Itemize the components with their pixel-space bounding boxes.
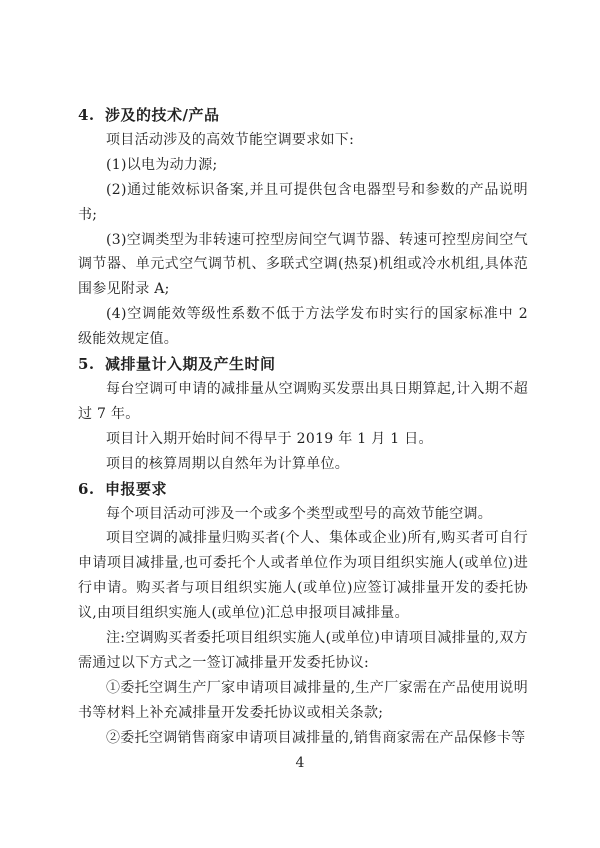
page-number: 4 xyxy=(295,755,305,771)
section-number: 6. xyxy=(78,479,95,498)
document-content xyxy=(78,103,528,751)
list-item-2: (2)通过能效标识备案,并且可提供包含电器型号和参数的产品说明书; xyxy=(78,181,528,223)
section-number: 4. xyxy=(78,106,95,124)
paragraph: 每台空调可申请的减排量从空调购买发票出具日期算起,计入期不超过 7 年。 xyxy=(78,380,528,422)
list-item-3: (3)空调类型为非转速可控型房间空气调节器、转速可控型房间空气调节器、单元式空气调节机、多联式空调(热泵)机组或冷水机组,具体范围参见附录 A; xyxy=(78,231,528,298)
section-title: 申报要求 xyxy=(105,479,168,498)
section-heading-5 xyxy=(78,352,528,377)
section-heading-4 xyxy=(78,103,528,128)
list-item-4: (4)空调能效等级性系数不低于方法学发布时实行的国家标准中 2 级能效规定值。 xyxy=(78,306,528,348)
paragraph: 项目空调的减排量归购买者(个人、集体或企业)所有,购买者可自行申请项目减排量,也可委托个人或者单位作为项目组织实施人(或单位)进行申请。购买者与项目组织实施人(或单位)应签订减排量开发的委托协议,由项目组织实施人(或单位)汇总申报项目减排量。 xyxy=(78,530,528,622)
note-item-2: ②委托空调销售商家申请项目减排量的,销售商家需在产品保修卡等 xyxy=(106,729,526,746)
paragraph: 项目的核算周期以自然年为计算单位。 xyxy=(106,455,350,472)
section-number: 5. xyxy=(78,355,95,374)
section-heading-6 xyxy=(78,477,528,502)
list-item-1: (1)以电为动力源; xyxy=(106,156,218,173)
paragraph: 项目计入期开始时间不得早于 2019 年 1 月 1 日。 xyxy=(106,430,433,447)
paragraph: 项目活动涉及的高效节能空调要求如下: xyxy=(106,131,355,148)
note-paragraph: 注:空调购买者委托项目组织实施人(或单位)申请项目减排量的,双方需通过以下方式之一签订减排量开发委托协议: xyxy=(78,630,528,671)
note-item-1: ①委托空调生产厂家申请项目减排量的,生产厂家需在产品使用说明书等材料上补充减排量开发委托协议或相关条款; xyxy=(78,679,528,721)
section-title: 涉及的技术/产品 xyxy=(105,106,220,124)
section-title: 减排量计入期及产生时间 xyxy=(105,355,276,374)
paragraph: 每个项目活动可涉及一个或多个类型或型号的高效节能空调。 xyxy=(106,505,493,522)
